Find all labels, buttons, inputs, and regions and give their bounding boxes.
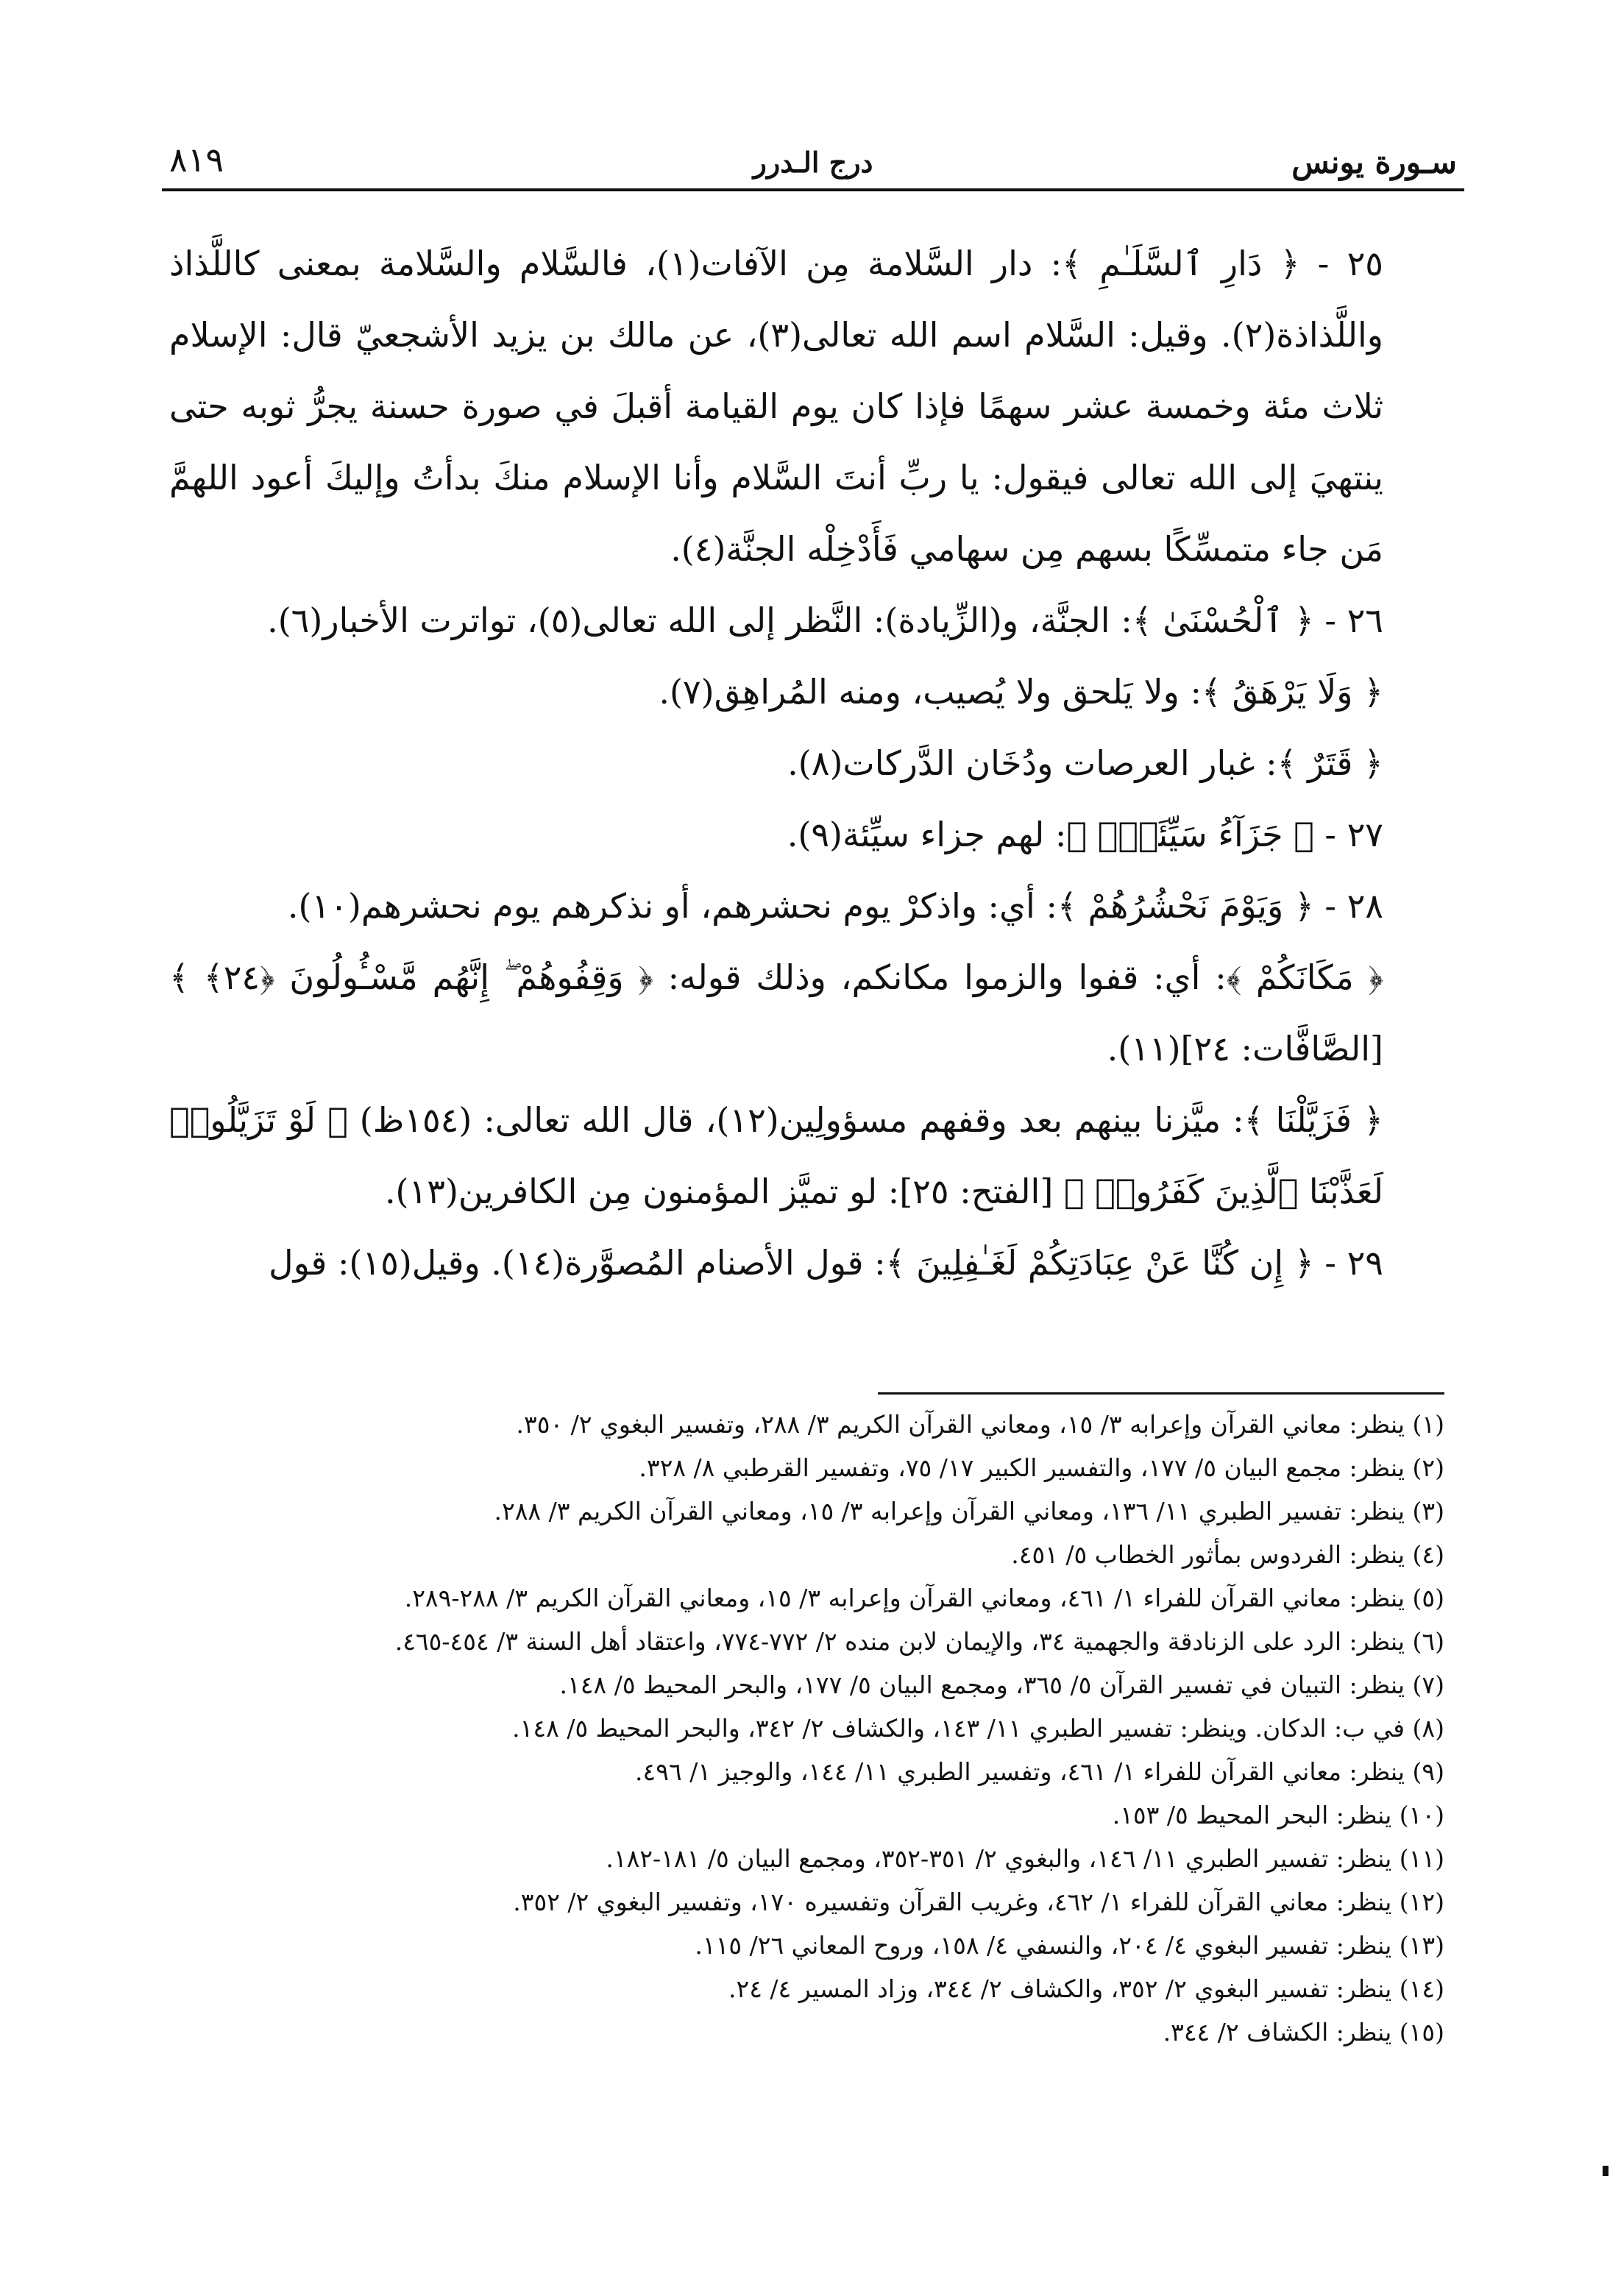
footnote-item: (١٣) ينظر: تفسير البغوي ٤/ ٢٠٤، والنسفي ٤/ ١٥٨، وروح المعاني ٢٦/ ١١٥. — [695, 1931, 1444, 1960]
body-paragraph: ٢٩ - ﴿ إِن كُنَّا عَنْ عِبَادَتِكُمْ لَغَـٰفِلِينَ ﴾: قول الأصنام المُصوَّرة(١٤). وقيل(١٥): قول — [269, 1243, 1383, 1283]
footnote-item: (١١) ينظر: تفسير الطبري ١١/ ١٤٦، والبغوي ٢/ ٣٥١-٣٥٢، ومجمع البيان ٥/ ١٨١-١٨٢. — [606, 1844, 1444, 1873]
footnote-item: (٥) ينظر: معاني القرآن للفراء ١/ ٤٦١، ومعاني القرآن وإعرابه ٣/ ١٥، ومعاني القرآن الكريم ٣/ ٢٨٨-٢٨٩. — [404, 1584, 1444, 1612]
footnote-item: (١٤) ينظر: تفسير البغوي ٢/ ٣٥٢، والكشاف ٢/ ٣٤٤، وزاد المسير ٤/ ٢٤. — [728, 1974, 1444, 2003]
footnote-item: (٦) ينظر: الرد على الزنادقة والجهمية ٣٤، والإيمان لابن منده ٢/ ٧٧٢-٧٧٤، واعتقاد أهل السنة ٣/ ٤٥٤-٤٦٥. — [394, 1627, 1444, 1656]
body-paragraph: ٢٦ - ﴿ ٱلْحُسْنَىٰ ﴾: الجنَّة، و(الزِّيادة): النَّظر إلى الله تعالى(٥)، تواترت الأخبار(٦). — [267, 600, 1383, 640]
footnote-item: (١٢) ينظر: معاني القرآن للفراء ١/ ٤٦٢، وغريب القرآن وتفسيره ١٧٠، وتفسير البغوي ٢/ ٣٥٢. — [513, 1888, 1444, 1916]
body-paragraph: ٢٧ - ﴿ جَزَآءُ سَيِّئَةٍۭ ﴾: لهم جزاء سيِّئة(٩). — [787, 815, 1383, 854]
body-paragraph: ٢٥ - ﴿ دَارِ ٱلسَّلَـٰمِ ﴾: دار السَّلامة مِن الآفات(١)، فالسَّلام والسَّلامة بمعنى كاللَّذاذ واللَّذاذة(٢). وقيل: السَّلام اسم الله تعالى(٣)، عن مالك بن يزيد الأشجعيّ قال: الإسلام ثلاث مئة وخمسة عشر سهمًا فإذا كان يوم القيامة أقبلَ في صورة حسنة يجرُّ ثوبه حتى ينتهيَ إلى الله تعالى فيقول: يا ربِّ أنتَ السَّلام وأنا الإسلام منكَ بدأتُ وإليكَ أعود اللهمَّ مَن جاء متمسِّكًا بسهم مِن سهامي فَأَدْخِلْه الجنَّة(٤). — [169, 244, 1384, 569]
body-paragraph: ﴿ قَتَرٌ ﴾: غبار العرصات ودُخَان الدَّركات(٨). — [787, 743, 1383, 783]
footnote-item: (٧) ينظر: التبيان في تفسير القرآن ٥/ ٣٦٥، ومجمع البيان ٥/ ١٧٧، والبحر المحيط ٥/ ١٤٨. — [559, 1670, 1444, 1699]
body-paragraph: ﴿ وَلَا يَرْهَقُ ﴾: ولا يَلحق ولا يُصيب، ومنه المُراهِق(٧). — [659, 672, 1383, 712]
footnote-item: (١٥) ينظر: الكشاف ٢/ ٣٤٤. — [1163, 2018, 1444, 2047]
footnote-item: (٣) ينظر: تفسير الطبري ١١/ ١٣٦، ومعاني القرآن وإعرابه ٣/ ١٥، ومعاني القرآن الكريم ٣/ ٢٨٨. — [494, 1497, 1444, 1526]
footnotes-list — [149, 1403, 1444, 2054]
body-paragraph: ﴿ مَكَانَكُمْ ﴾: أي: قفوا والزموا مكانكم، وذلك قوله: ﴿ وَقِفُوهُمْ ۖ إِنَّهُم مَّسْـُٔولُونَ ﴿٢٤﴾ ﴾ [الصَّافَّات: ٢٤](١١). — [169, 957, 1383, 1069]
footnote-item: (١٠) ينظر: البحر المحيط ٥/ ١٥٣. — [1112, 1801, 1444, 1829]
footnote-item: (١) ينظر: معاني القرآن وإعرابه ٣/ ١٥، ومعاني القرآن الكريم ٣/ ٢٨٨، وتفسير البغوي ٢/ ٣٥٠. — [516, 1410, 1444, 1439]
book-title: درج الـدرر — [753, 146, 873, 179]
page-number: ٨١٩ — [169, 140, 224, 180]
footnote-divider — [878, 1392, 1444, 1395]
scan-mark — [1603, 2166, 1608, 2176]
running-header — [162, 140, 1464, 191]
footnote-item: (٩) ينظر: معاني القرآن للفراء ١/ ٤٦١، وتفسير الطبري ١١/ ١٤٤، والوجيز ١/ ٤٩٦. — [635, 1757, 1444, 1786]
body-paragraph: ٢٨ - ﴿ وَيَوْمَ نَحْشُرُهُمْ ﴾: أي: واذكرْ يوم نحشرهم، أو نذكرهم يوم نحشرهم(١٠). — [287, 886, 1383, 926]
footnote-item: (٤) ينظر: الفردوس بمأثور الخطاب ٥/ ٤٥١. — [1011, 1540, 1444, 1569]
surah-title: سـورة يونس — [1291, 144, 1457, 180]
footnote-item: (٢) ينظر: مجمع البيان ٥/ ١٧٧، والتفسير الكبير ١٧/ ٧٥، وتفسير القرطبي ٨/ ٣٢٨. — [639, 1453, 1444, 1482]
body-paragraph: ﴿ فَزَيَّلْنَا ﴾: ميَّزنا بينهم بعد وقفهم مسؤولِين(١٢)، قال الله تعالى: (١٥٤ظ) ﴿ لَوْ تَزَيَّلُوا۟ لَعَذَّبْنَا ٱلَّذِينَ كَفَرُوا۟ ﴾ [الفتح: ٢٥]: لو تميَّز المؤمنون مِن الكافرين(١٣). — [169, 1100, 1383, 1211]
main-text — [169, 228, 1464, 1299]
footnote-item: (٨) في ب: الدكان. وينظر: تفسير الطبري ١١/ ١٤٣، والكشاف ٢/ ٣٤٢، والبحر المحيط ٥/ ١٤٨. — [512, 1714, 1444, 1743]
